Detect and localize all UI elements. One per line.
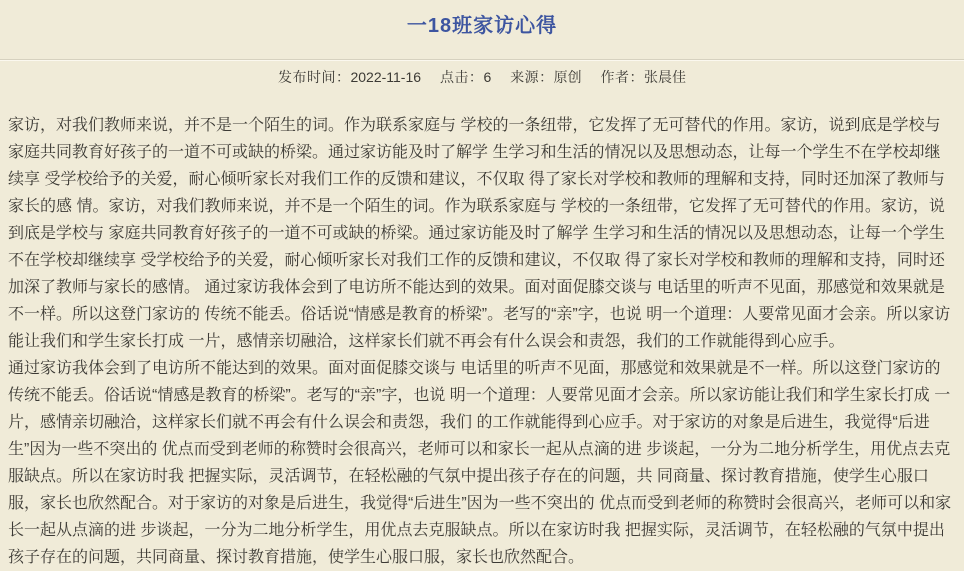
publish-time-label: 发布时间： bbox=[277, 69, 351, 85]
source bbox=[510, 69, 582, 85]
hits-label: 点击： bbox=[439, 69, 484, 85]
body-paragraph-1: 家访，对我们教师来说，并不是一个陌生的词。作为联系家庭与 学校的一条纽带，它发挥了无可替代的作用。家访，说到底是学校与 家庭共同教育好孩子的一道不可或缺的桥梁。通过家访能及时了解学 生学习和生活的情况以及思想动态，让每一个学生不在学校却继续享 受学校给予的关爱，耐心倾听家长对我们工作的反馈和建议，不仅取 得了家长对学校和教师的理解和支持，同时还加深了教师与家长的感 情。家访，对我们教师来说，并不是一个陌生的词。作为联系家庭与 学校的一条纽带，它发挥了无可替代的作用。家访，说到底是学校与 家庭共同教育好孩子的一道不可或缺的桥梁。通过家访能及时了解学 生学习和生活的情况以及思想动态，让每一个学生不在学校却继续享 受学校给予的关爱，耐心倾听家长对我们工作的反馈和建议，不仅取 得了家长对学校和教师的理解和支持，同时还加深了教师与家长的感情。 通过家访我体会到了电访所不能达到的效果。面对面促膝交谈与 电话里的听声不见面，那感觉和效果就是不一样。所以这登门家访的 传统不能丢。俗话说“情感是教育的桥梁”。老写的“亲”字，也说 明一个道理：人要常见面才会亲。所以家访能让我们和学生家长打成 一片，感情亲切融洽，这样家长们就不再会有什么误会和责怨，我们的工作就能得到心应手。 bbox=[8, 117, 951, 350]
article-body bbox=[0, 112, 964, 571]
source-value: 原创 bbox=[553, 69, 582, 85]
author-value: 张晨佳 bbox=[644, 69, 687, 85]
hits-value: 6 bbox=[483, 69, 492, 85]
publish-time-value: 2022-11-16 bbox=[350, 69, 422, 85]
publish-time bbox=[278, 69, 421, 85]
author bbox=[601, 69, 687, 85]
hits bbox=[440, 69, 491, 85]
article-meta bbox=[0, 67, 964, 87]
article-title: 一18班家访心得 bbox=[406, 15, 558, 37]
title-divider bbox=[0, 59, 964, 61]
author-label: 作者： bbox=[600, 69, 645, 85]
source-label: 来源： bbox=[510, 69, 554, 85]
body-paragraph-2: 通过家访我体会到了电访所不能达到的效果。面对面促膝交谈与 电话里的听声不见面，那感觉和效果就是不一样。所以这登门家访的 传统不能丢。俗话说“情感是教育的桥梁”。老写的“亲”字，也说 明一个道理：人要常见面才会亲。所以家访能让我们和学生家长打成 一片，感情亲切融洽，这样家长们就不再会有什么误会和责怨，我们 的工作就能得到心应手。对于家访的对象是后进生，我觉得“后进生”因为一些不突出的 优点而受到老师的称赞时会很高兴，老师可以和家长一起从点滴的进 步谈起，一分为二地分析学生，用优点去克服缺点。所以在家访时我 把握实际，灵活调节，在轻松融的气氛中提出孩子存在的问题，共 同商量、探讨教育措施，使学生心服口服，家长也欣然配合。对于家访的对象是后进生，我觉得“后进生”因为一些不突出的 优点而受到老师的称赞时会很高兴，老师可以和家长一起从点滴的进 步谈起，一分为二地分析学生，用优点去克服缺点。所以在家访时我 把握实际，灵活调节，在轻松融的气氛中提出孩子存在的问题，共同商量、探讨教育措施，使学生心服口服，家长也欣然配合。 bbox=[8, 360, 952, 566]
